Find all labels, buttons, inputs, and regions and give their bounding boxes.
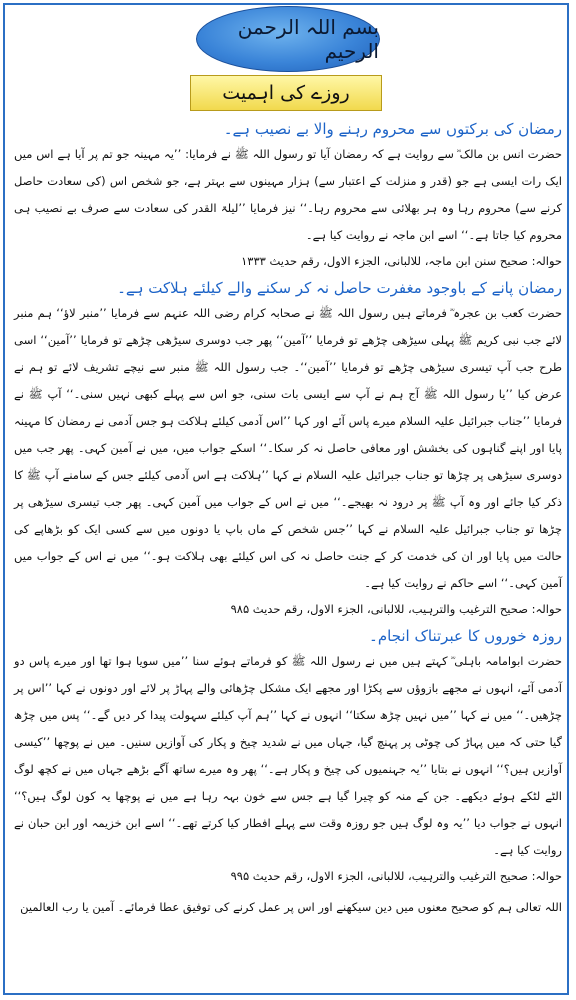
section-reference: حوالہ: صحیح الترغیب والترہیب، للالبانی، الجزء الاول، رقم حدیث ۹۸۵ [230,602,562,616]
closing-prayer: اللہ تعالی ہم کو صحیح معنوں میں دین سیکھنے اور اس پر عمل کرنے کی توفیق عطا فرمائے۔ آمین یا رب العالمین [20,900,562,914]
page-title: روزے کی اہمیت [222,82,350,104]
section-body: حضرت انس بن مالک ؓ سے روایت ہے کہ رمضان آیا تو رسول اللہ ﷺ نے فرمایا: ’’یہ مہینہ جو تم پر آیا ہے اس میں ایک رات ایسی ہے جو (قدر و منزلت کے اعتبار سے) ہزار مہینوں سے بہتر ہے، جو شخص اس (کی سعادت حاصل کرنے سے) محروم رہا وہ ہر بھلائی سے محروم رہا۔‘‘ نیز فرمایا ’’لیلۃ القدر کی سعادت سے صرف بے نصیب ہی محروم کیا جاتا ہے۔‘‘ اسے ابن ماجہ نے روایت کیا ہے۔ [14,147,562,242]
bismillah-text: بسم اللہ الرحمن الرحیم [237,15,379,63]
section-1 [14,120,562,273]
section-heading: رمضان پانے کے باوجود مغفرت حاصل نہ کر سکنے والے کیلئے ہلاکت ہے۔ [117,279,562,297]
article-content [14,116,562,920]
section-reference: حوالہ: صحیح الترغیب والترہیب، للالبانی، الجزء الاول، رقم حدیث ۹۹۵ [230,869,562,883]
page-title-box [190,75,382,111]
section-3 [14,627,562,888]
bismillah-oval [196,6,380,72]
section-body: حضرت ابوامامہ باہلی ؓ کہتے ہیں میں نے رسول اللہ ﷺ کو فرماتے ہوئے سنا ’’میں سویا ہوا تھا اور میرے پاس دو آدمی آئے، انہوں نے مجھے بازوؤں سے پکڑا اور مجھے ایک مشکل چڑھائی والے پہاڑ پر لائے اور دونوں نے کہا ’’اس پر چڑھیں۔‘‘ میں نے کہا ’’میں نہیں چڑھ سکتا‘‘ انہوں نے کہا ’’ہم آپ کیلئے سہولت پیدا کر دیں گے۔‘‘ پس میں چڑھ گیا حتی کہ میں پہاڑ کی چوٹی پر پہنچ گیا، جہاں میں نے شدید چیخ و پکار کی آوازیں سنیں۔ میں نے پوچھا ’’کیسی آوازیں ہیں؟‘‘ انہوں نے بتایا ’’یہ جہنمیوں کی چیخ و پکار ہے۔‘‘ پھر وہ میرے ساتھ آگے بڑھے جہاں میں نے کچھ لوگ الٹے لٹکے ہوئے دیکھے۔ جن کے منہ کو چیرا گیا ہے جس سے خون بہہ رہا ہے میں نے پوچھا یہ کون لوگ ہیں؟‘‘ انہوں نے جواب دیا ’’یہ وہ لوگ ہیں جو روزہ وقت سے پہلے افطار کیا کرتے تھے۔‘‘ اسے ابن خزیمہ اور ابن حبان نے روایت کیا ہے۔ [14,654,562,857]
section-heading: روزہ خوروں کا عبرتناک انجام۔ [369,627,562,645]
section-heading: رمضان کی برکتوں سے محروم رہنے والا بے نصیب ہے۔ [223,120,562,138]
section-reference: حوالہ: صحیح سنن ابن ماجہ، للالبانی، الجزء الاول، رقم حدیث ۱۳۳۳ [241,254,562,268]
section-2 [14,279,562,621]
section-body: حضرت کعب بن عجرہ ؓ فرماتے ہیں رسول اللہ ﷺ نے صحابہ کرام رضی اللہ عنہم سے فرمایا ’’منبر لاؤ‘‘ ہم منبر لائے جب نبی کریم ﷺ پہلی سیڑھی چڑھے تو فرمایا ’’آمین‘‘ پھر جب دوسری سیڑھی چڑھے تو فرمایا ’’آمین‘‘ اسی طرح جب آپ تیسری سیڑھی چڑھے تو فرمایا ’’آمین‘‘۔ جب رسول اللہ ﷺ منبر سے نیچے تشریف لائے تو ہم نے عرض کیا ’’یا رسول اللہ ﷺ آج ہم نے آپ سے ایسی بات سنی، جو اس سے پہلے کبھی نہیں سنی۔‘‘ آپ ﷺ نے فرمایا ’’جناب جبرائیل علیہ السلام میرے پاس آئے اور کہا ’’اس آدمی کیلئے ہلاکت ہو جس آدمی نے رمضان کا مہینہ پایا اور اپنے گناہوں کی بخشش اور معافی حاصل نہ کر سکا۔‘‘ اسکے جواب میں، میں نے آمین کہی۔ پھر جب میں دوسری سیڑھی پر چڑھا تو جناب جبرائیل علیہ السلام نے کہا ’’ہلاکت ہے اس آدمی کیلئے جس کے سامنے آپ ﷺ کا ذکر کیا جائے اور وہ آپ ﷺ پر درود نہ بھیجے۔‘‘ میں نے اس کے جواب میں آمین کہی۔ پھر جب تیسری سیڑھی پر چڑھا تو جناب جبرائیل علیہ السلام نے کہا ’’جس شخص کے ماں باپ یا دونوں میں سے کسی ایک کو بڑھاپے کی حالت میں پایا اور ان کی خدمت کر کے جنت حاصل نہ کی اس کیلئے بھی ہلاکت ہو۔‘‘ میں نے اس کے جواب میں آمین کہی۔‘‘ اسے حاکم نے روایت کیا ہے۔ [14,306,562,590]
